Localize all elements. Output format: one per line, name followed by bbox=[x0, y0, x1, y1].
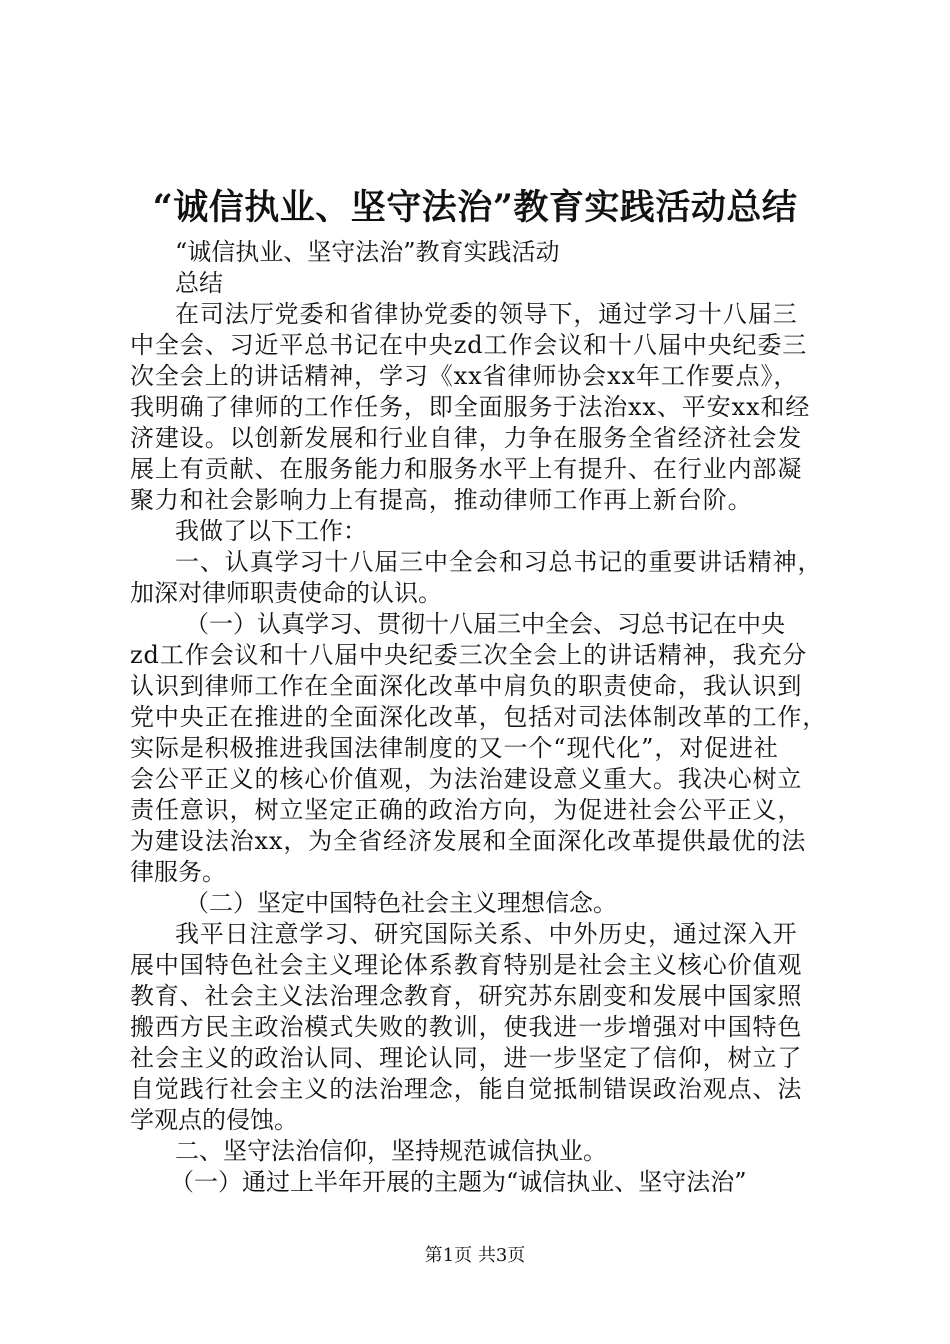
paragraph-line: 律服务。 bbox=[130, 858, 226, 886]
page-footer: 第1页 共3页 bbox=[424, 1245, 526, 1266]
subtitle-line: “诚信执业、坚守法治”教育实践活动 bbox=[175, 238, 560, 266]
document-body bbox=[130, 237, 840, 1198]
paragraph-line: 次全会上的讲话精神，学习《xx省律师协会xx年工作要点》， bbox=[130, 362, 799, 390]
subsection-heading-line: （一）通过上半年开展的主题为“诚信执业、坚守法治” bbox=[170, 1168, 747, 1196]
section-heading-line: 二、坚守法治信仰，坚持规范诚信执业。 bbox=[175, 1137, 607, 1165]
paragraph-line: 我平日注意学习、研究国际关系、中外历史，通过深入开 bbox=[175, 920, 798, 948]
paragraph-line: 党中央正在推进的全面深化改革，包括对司法体制改革的工作， bbox=[130, 703, 828, 731]
section-heading-line: 一、认真学习十八届三中全会和习总书记的重要讲话精神， bbox=[175, 548, 823, 576]
paragraph-line: 认识到律师工作在全面深化改革中肩负的职责使命，我认识到 bbox=[130, 672, 803, 700]
subtitle-line: 总结 bbox=[175, 269, 223, 297]
document-title: “诚信执业、坚守法治”教育实践活动总结 bbox=[152, 187, 798, 228]
paragraph-line: 实际是积极推进我国法律制度的又一个“现代化”，对促进社 bbox=[130, 734, 779, 762]
paragraph-line: 济建设。以创新发展和行业自律，力争在服务全省经济社会发 bbox=[130, 424, 803, 452]
paragraph-line: 在司法厅党委和省律协党委的领导下，通过学习十八届三 bbox=[175, 300, 798, 328]
paragraph-line: 自觉践行社会主义的法治理念，能自觉抵制错误政治观点、法 bbox=[130, 1075, 803, 1103]
paragraph-line: 中全会、习近平总书记在中央zd工作会议和十八届中央纪委三 bbox=[130, 331, 808, 359]
paragraph-line: 会公平正义的核心价值观，为法治建设意义重大。我决心树立 bbox=[130, 765, 803, 793]
paragraph-line: zd工作会议和十八届中央纪委三次全会上的讲话精神，我充分 bbox=[130, 641, 808, 669]
subsection-heading-line: （二）坚定中国特色社会主义理想信念。 bbox=[185, 889, 617, 917]
paragraph-line: 展中国特色社会主义理论体系教育特别是社会主义核心价值观 bbox=[130, 951, 803, 979]
paragraph-line: 社会主义的政治认同、理论认同，进一步坚定了信仰，树立了 bbox=[130, 1044, 803, 1072]
paragraph-line: 我明确了律师的工作任务，即全面服务于法治xx、平安xx和经 bbox=[130, 393, 811, 421]
paragraph-line: 责任意识，树立坚定正确的政治方向，为促进社会公平正义， bbox=[130, 796, 803, 824]
subsection-heading-line: （一）认真学习、贯彻十八届三中全会、习总书记在中央 bbox=[185, 610, 785, 638]
paragraph-line: 聚力和社会影响力上有提高，推动律师工作再上新台阶。 bbox=[130, 486, 753, 514]
paragraph-line: 教育、社会主义法治理念教育，研究苏东剧变和发展中国家照 bbox=[130, 982, 803, 1010]
paragraph-line: 我做了以下工作： bbox=[175, 517, 367, 545]
paragraph-line: 为建设法治xx，为全省经济发展和全面深化改革提供最优的法 bbox=[130, 827, 807, 855]
paragraph-line: 搬西方民主政治模式失败的教训，使我进一步增强对中国特色 bbox=[130, 1013, 803, 1041]
section-heading-line: 加深对律师职责使命的认识。 bbox=[130, 579, 442, 607]
paragraph-line: 学观点的侵蚀。 bbox=[130, 1106, 298, 1134]
paragraph-line: 展上有贡献、在服务能力和服务水平上有提升、在行业内部凝 bbox=[130, 455, 803, 483]
